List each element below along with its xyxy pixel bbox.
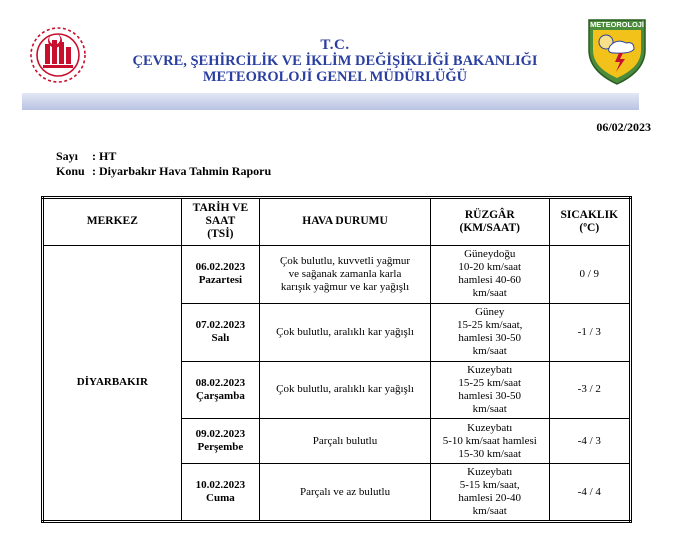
header-tarih-line: (TSİ)	[207, 228, 234, 241]
meteoroloji-shield-logo	[586, 16, 648, 86]
header-divider-band	[22, 93, 639, 110]
date-value: 06.02.2023	[195, 261, 246, 274]
report-date: 06/02/2023	[596, 120, 651, 134]
wind-line: Güneydoğu	[464, 248, 516, 261]
wind-line: km/saat	[472, 505, 507, 518]
konu-label: Konu	[56, 164, 85, 178]
wind-line: 5-15 km/saat,	[459, 479, 520, 492]
weather-line: Parçalı bulutlu	[312, 434, 378, 447]
sayi-row	[56, 149, 116, 164]
table-row	[43, 245, 631, 303]
wind-cell	[430, 361, 549, 419]
forecast-table	[41, 196, 632, 523]
table-header-row	[43, 198, 631, 246]
header-line-directorate: METEOROLOJİ GENEL MÜDÜRLÜĞÜ	[202, 69, 468, 85]
sayi-value: : HT	[92, 149, 117, 163]
wind-line: hamlesi 30-50	[458, 332, 522, 345]
date-cell	[181, 419, 259, 464]
date-cell	[181, 303, 259, 361]
header-sicaklik-line: (ºC)	[579, 221, 600, 234]
temperature-cell: -4 / 3	[549, 419, 630, 464]
wind-line: Güney	[475, 306, 505, 319]
day-value: Çarşamba	[195, 389, 245, 402]
weather-cell	[260, 245, 431, 303]
day-value: Pazartesi	[198, 274, 243, 287]
weather-cell	[260, 419, 431, 464]
wind-cell	[430, 419, 549, 464]
temperature-cell: -3 / 2	[549, 361, 630, 419]
ministry-emblem-logo	[21, 22, 95, 88]
date-value: 08.02.2023	[195, 376, 246, 389]
date-cell	[181, 361, 259, 419]
weather-cell	[260, 361, 431, 419]
date-value: 07.02.2023	[195, 319, 246, 332]
weather-line: karışık yağmur ve kar yağışlı	[280, 280, 410, 293]
date-value: 10.02.2023	[195, 479, 246, 492]
wind-line: 15-30 km/saat	[458, 447, 522, 460]
wind-line: 15-25 km/saat,	[457, 319, 523, 332]
wind-line: km/saat	[472, 402, 507, 415]
wind-line: km/saat	[472, 345, 507, 358]
date-cell	[181, 464, 259, 522]
wind-cell	[430, 303, 549, 361]
header-line-ministry: ÇEVRE, ŞEHİRCİLİK VE İKLİM DEĞİŞİKLİĞİ BAKANLIĞI	[132, 53, 538, 69]
wind-cell	[430, 464, 549, 522]
wind-line: 15-25 km/saat	[458, 376, 522, 389]
wind-cell	[430, 245, 549, 303]
header-sicaklik-line: SICAKLIK	[560, 208, 619, 221]
header-tarih	[181, 198, 259, 246]
header-line-tc: T.C.	[320, 37, 350, 53]
header-sicaklik	[549, 198, 630, 246]
header-ruzgar-line: RÜZGÂR	[464, 208, 515, 221]
sayi-label: Sayı	[56, 149, 79, 163]
date-value: 09.02.2023	[195, 428, 246, 441]
wind-line: km/saat	[472, 287, 507, 300]
temperature-cell: -4 / 4	[549, 464, 630, 522]
wind-line: Kuzeybatı	[467, 466, 513, 479]
wind-line: 5-10 km/saat hamlesi	[442, 434, 537, 447]
day-value: Salı	[211, 332, 230, 345]
date-cell	[181, 245, 259, 303]
wind-line: Kuzeybatı	[467, 363, 513, 376]
temperature-cell: 0 / 9	[549, 245, 630, 303]
konu-row	[56, 164, 271, 179]
weather-line: Çok bulutlu, kuvvetli yağmur	[279, 254, 411, 267]
header-hava: HAVA DURUMU	[260, 198, 431, 246]
wind-line: hamlesi 20-40	[458, 492, 522, 505]
day-value: Cuma	[206, 492, 235, 505]
header-merkez: MERKEZ	[43, 198, 182, 246]
weather-cell	[260, 464, 431, 522]
wind-line: 10-20 km/saat	[458, 261, 522, 274]
header-tarih-line: TARİH VE	[192, 202, 249, 215]
header-ruzgar-line: (KM/SAAT)	[459, 221, 520, 234]
weather-line: ve sağanak zamanla karla	[288, 267, 402, 280]
merkez-cell: DİYARBAKIR	[43, 245, 182, 521]
temperature-cell: -1 / 3	[549, 303, 630, 361]
weather-line: Çok bulutlu, aralıklı kar yağışlı	[276, 325, 414, 338]
header-tarih-line: SAAT	[205, 215, 236, 228]
header-ruzgar	[430, 198, 549, 246]
weather-line: Parçalı ve az bulutlu	[299, 485, 391, 498]
logo-meteoroloji-text: METEOROLOJİ	[590, 20, 644, 29]
day-value: Perşembe	[197, 441, 244, 454]
wind-line: hamlesi 40-60	[458, 274, 522, 287]
konu-value: : Diyarbakır Hava Tahmin Raporu	[92, 164, 272, 178]
weather-line: Çok bulutlu, aralıklı kar yağışlı	[276, 383, 414, 396]
weather-cell	[260, 303, 431, 361]
wind-line: hamlesi 30-50	[458, 389, 522, 402]
wind-line: Kuzeybatı	[467, 421, 513, 434]
